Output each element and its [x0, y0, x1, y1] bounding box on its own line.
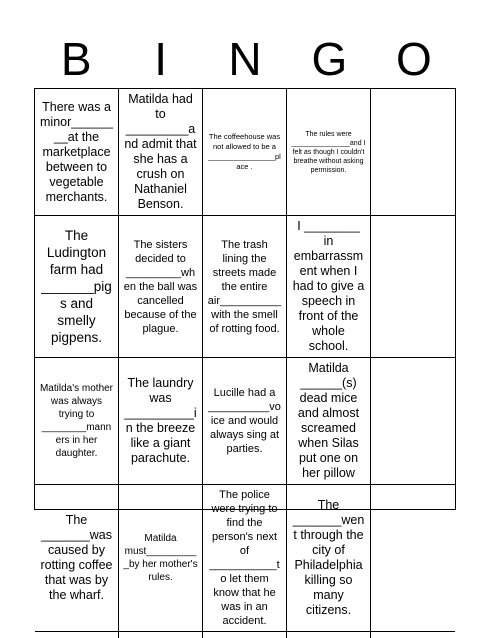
- header-letter-n: N: [228, 33, 262, 85]
- bingo-cell-4-4[interactable]: The _______went through the city of Philadelphia killing so many citizens.: [287, 485, 371, 632]
- bingo-cell-3-1[interactable]: Matilda's mother was always trying to ________manners in her daughter.: [35, 358, 119, 485]
- bingo-cell-1-1[interactable]: There was a minor________at the marketplace between to vegetable merchants.: [35, 89, 119, 216]
- bingo-cell-4-2[interactable]: Matilda must__________by her mother's rules.: [119, 485, 203, 632]
- bingo-cell-4-3[interactable]: The police were trying to find the person's next of ___________to let them know that he was in an accident.: [203, 485, 287, 632]
- bingo-cell-4-5[interactable]: [371, 485, 455, 632]
- bingo-cell-4-1[interactable]: The _______was caused by rotting coffee that was by the wharf.: [35, 485, 119, 632]
- bingo-cell-2-2[interactable]: The sisters decided to _________when the ball was cancelled because of the plague.: [119, 216, 203, 358]
- bingo-cell-5-5[interactable]: [371, 632, 455, 638]
- bingo-cell-1-3[interactable]: The coffeehouse was not allowed to be a ________________place .: [203, 89, 287, 216]
- bingo-cell-3-4[interactable]: Matilda ______(s) dead mice and almost screamed when Silas put one on her pillow: [287, 358, 371, 485]
- bingo-cell-5-4[interactable]: [287, 632, 371, 638]
- bingo-cell-1-5[interactable]: [371, 89, 455, 216]
- bingo-cell-1-2[interactable]: Matilda had to _________and admit that she has a crush on Nathaniel Benson.: [119, 89, 203, 216]
- bingo-cell-2-3[interactable]: The trash lining the streets made the entire air__________with the smell of rotting food.: [203, 216, 287, 358]
- header-letter-o: O: [395, 33, 432, 85]
- bingo-cell-2-1[interactable]: The Ludington farm had _______pigs and smelly pigpens.: [35, 216, 119, 358]
- bingo-cell-3-3[interactable]: Lucille had a __________voice and would always sing at parties.: [203, 358, 287, 485]
- header-letter-i: I: [154, 33, 167, 85]
- header-letter-b: B: [60, 33, 92, 85]
- bingo-card-grid: [34, 88, 456, 627]
- bingo-cell-1-4[interactable]: The rules were _______________and I felt as though I couldn't breathe without asking permission.: [287, 89, 371, 216]
- bingo-cell-3-2[interactable]: The laundry was __________in the breeze like a giant parachute.: [119, 358, 203, 485]
- header-letter-g: G: [311, 33, 348, 85]
- bingo-cell-5-2[interactable]: [119, 632, 203, 638]
- bingo-cell-2-4[interactable]: I ________ in embarrassment when I had to give a speech in front of the whole school.: [287, 216, 371, 358]
- bingo-cell-2-5[interactable]: [371, 216, 455, 358]
- bingo-cell-3-5[interactable]: [371, 358, 455, 485]
- bingo-cell-5-1[interactable]: [35, 632, 119, 638]
- bingo-cell-5-3[interactable]: [203, 632, 287, 638]
- bingo-header: [34, 30, 456, 88]
